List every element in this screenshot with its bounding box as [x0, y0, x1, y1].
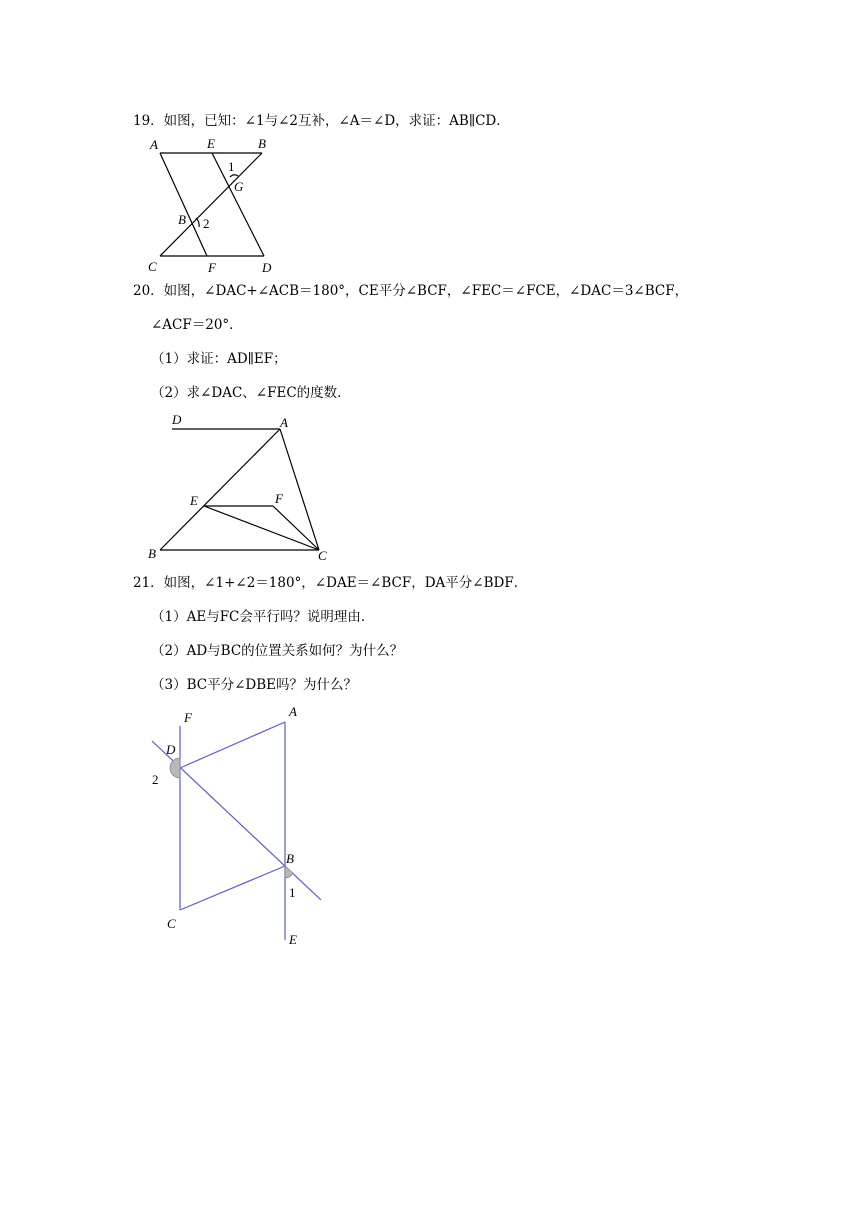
angle-1-shade: [285, 866, 293, 878]
segment-cb: [180, 866, 285, 910]
label-2: 2: [203, 216, 210, 231]
label-A: A: [150, 137, 158, 152]
label-C: C: [167, 916, 176, 931]
question-21-sub3: （3）BC平分∠DBE吗？为什么？: [151, 677, 357, 693]
segment-e-to-d: [212, 153, 264, 256]
question-20-text-line2: ∠ACF＝20°．: [151, 317, 243, 333]
segment-b-to-f: [160, 153, 262, 256]
label-D: D: [166, 742, 176, 757]
label-F: F: [275, 491, 283, 506]
label-G: G: [234, 179, 244, 194]
question-21-sub2: （2）AD与BC的位置关系如何？为什么？: [151, 643, 404, 659]
question-21-sub1: （1）AE与FC会平行吗？说明理由．: [151, 609, 375, 625]
question-19-text: 19．如图，已知：∠1与∠2互补，∠A＝∠D，求证：AB∥CD．: [133, 113, 510, 129]
angle-1-arc: [230, 175, 238, 177]
label-E: E: [207, 136, 215, 151]
label-F: F: [208, 260, 216, 275]
label-2: 2: [152, 772, 159, 787]
angle-2-arc: [196, 218, 199, 227]
label-F: F: [184, 710, 192, 725]
label-A: A: [289, 704, 297, 719]
figure-19: [140, 132, 290, 278]
segment-ec: [204, 506, 319, 550]
label-1: 1: [228, 159, 235, 174]
question-21-text: 21．如图，∠1+∠2＝180°，∠DAE＝∠BCF，DA平分∠BDF．: [133, 575, 528, 591]
label-E: E: [289, 932, 297, 947]
label-B: B: [286, 851, 294, 866]
label-D: D: [262, 260, 272, 275]
label-B-top: B: [258, 136, 266, 151]
figure-20: [140, 408, 340, 564]
question-20-sub2: （2）求∠DAC、∠FEC的度数．: [151, 385, 351, 401]
label-B: B: [148, 546, 156, 561]
label-B-mid: B: [178, 212, 186, 227]
segment-a-to-c-line: [160, 153, 207, 256]
segment-ab: [160, 429, 280, 550]
question-20-sub1: （1）求证：AD∥EF；: [151, 351, 287, 367]
label-E: E: [190, 493, 198, 508]
question-20-text-line1: 20．如图，∠DAC+∠ACB＝180°，CE平分∠BCF，∠FEC＝∠FCE，∠DAC＝3∠BCF，: [133, 283, 689, 299]
label-C: C: [318, 548, 327, 563]
figure-21: [140, 700, 340, 950]
label-C: C: [148, 259, 157, 274]
label-D: D: [172, 412, 182, 427]
segment-da: [180, 722, 285, 768]
label-A: A: [280, 415, 288, 430]
label-1: 1: [289, 885, 296, 900]
angle-2-shade: [170, 758, 180, 778]
